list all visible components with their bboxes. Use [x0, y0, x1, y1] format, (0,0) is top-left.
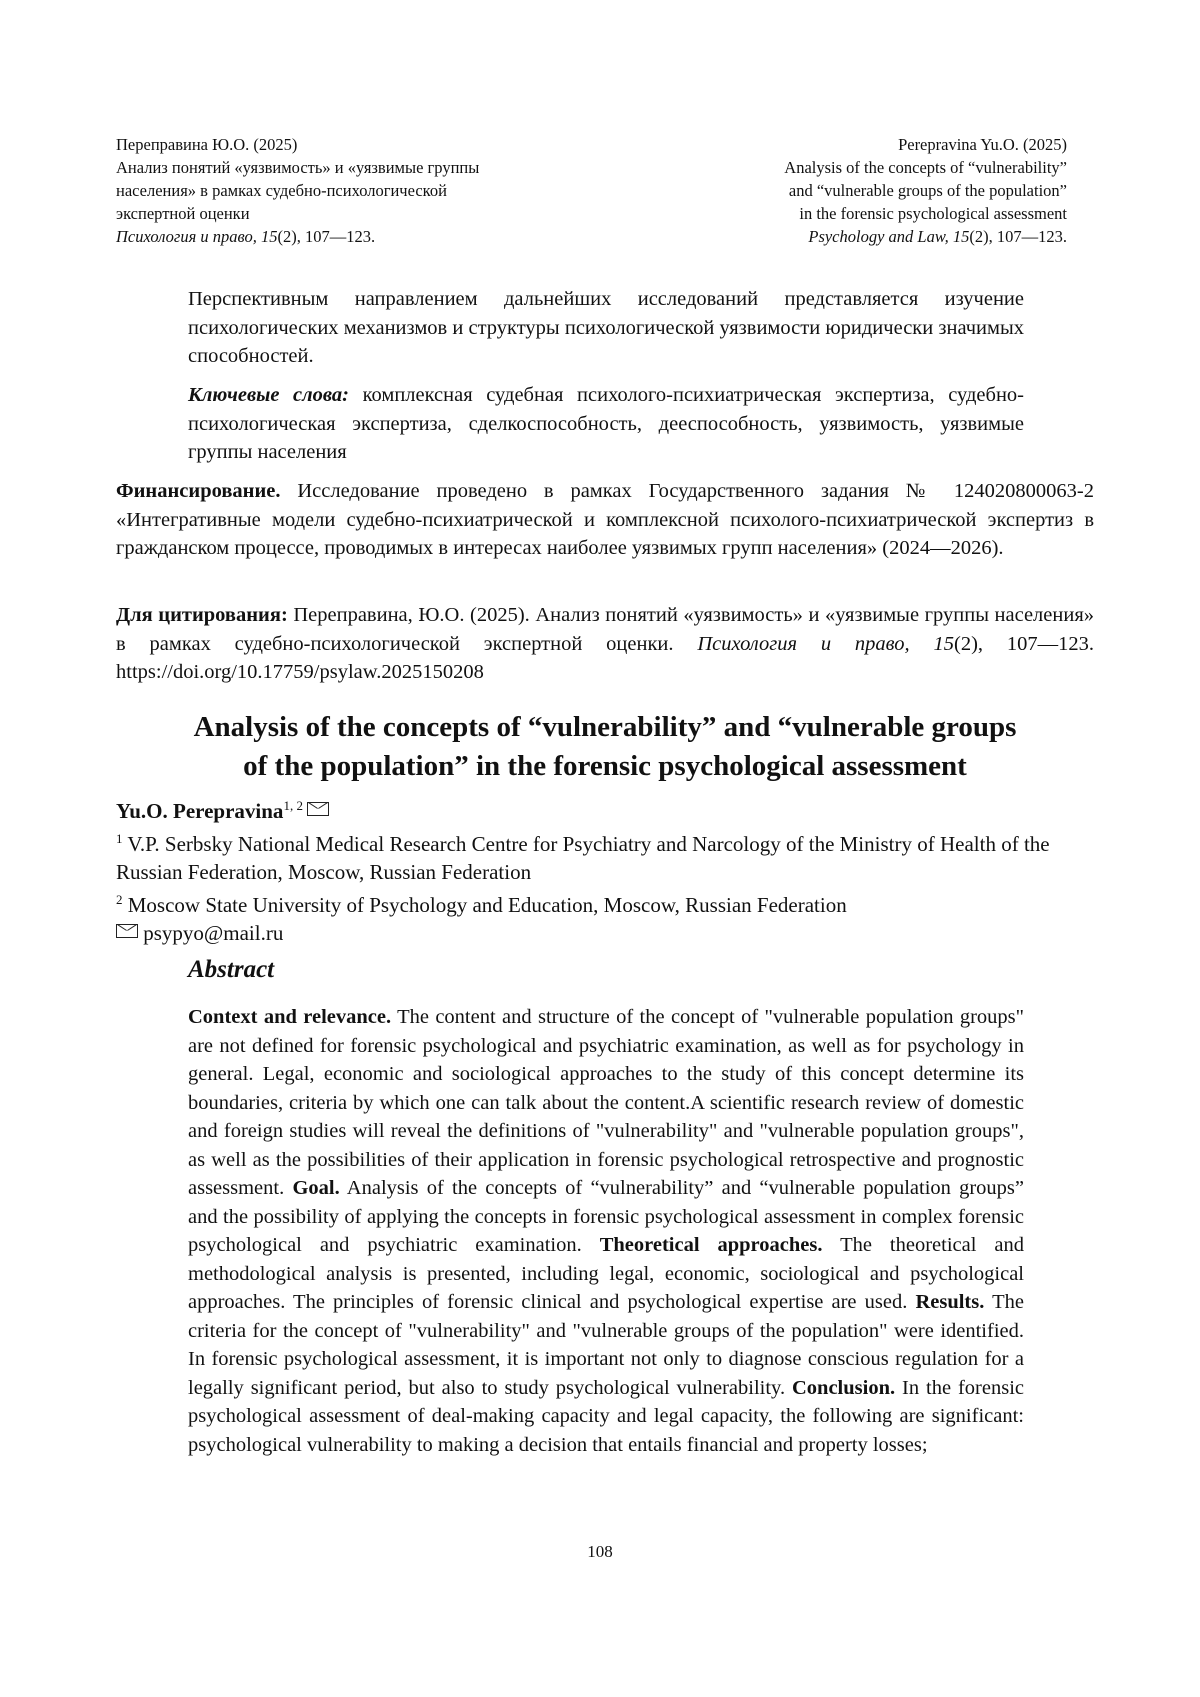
header-en-issue: (2), 107—123. — [969, 227, 1067, 246]
email-line — [116, 919, 1094, 947]
citation-issue: (2), 107—123. https://doi.org/10.17759/psylaw.2025150208 — [116, 632, 1094, 683]
keywords-text: комплексная судебная психолого-психиатрическая экспертиза, судебно-психологическая экспертиза, сделкоспособность, дееспособность, уязвимость, уязвимые группы населения — [188, 384, 1024, 463]
funding-paragraph — [116, 477, 1094, 563]
keywords-ru — [188, 381, 1024, 467]
author-affiliation-sup: 1, 2 — [283, 798, 303, 813]
citation-label: Для цитирования: — [116, 604, 288, 626]
keywords-label: Ключевые слова: — [188, 384, 349, 406]
context-label: Context and relevance. — [188, 1006, 392, 1028]
conclusion-text: In the forensic psychological assessment of deal-making capacity and legal capacity, the following are significant: psychological vulnerability to making a decision that entails financial and property losses; — [188, 1376, 1024, 1456]
affiliation-1 — [116, 825, 1094, 886]
header-ru-issue: (2), 107—123. — [277, 227, 376, 246]
goal-label: Goal. — [292, 1177, 340, 1199]
title-line-1: Analysis of the concepts of “vulnerability” and “vulnerable groups — [193, 711, 1017, 743]
envelope-icon — [116, 924, 138, 938]
header-en-title-line-3: in the forensic psychological assessment — [799, 204, 1067, 223]
abstract-en-body — [188, 1003, 1024, 1459]
abstract-heading: Abstract — [188, 956, 275, 983]
page-number: 108 — [587, 1542, 613, 1561]
affiliation-2-text: Moscow State University of Psychology and Education, Moscow, Russian Federation — [122, 893, 847, 917]
header-en-title-line-2: and “vulnerable groups of the population” — [788, 181, 1067, 200]
affiliation-2 — [116, 886, 1094, 919]
affiliation-1-text: V.P. Serbsky National Medical Research Centre for Psychiatry and Narcology of the Ministry of Health of the Russian Federation, Moscow, Russian Federation — [116, 832, 1050, 884]
results-label: Results. — [915, 1291, 985, 1313]
header-en-title-line-1: Analysis of the concepts of “vulnerability” — [784, 158, 1067, 177]
header-ru-title-line-2: населения» в рамках судебно-психологической — [116, 181, 447, 200]
citation-journal: Психология и право, 15 — [697, 632, 955, 655]
theory-label: Theoretical approaches. — [599, 1234, 823, 1256]
affiliation-1-num: 1 — [116, 831, 123, 846]
article-title-en — [116, 708, 1094, 786]
funding-label: Финансирование. — [116, 480, 281, 502]
author-block — [116, 792, 1094, 947]
citation-paragraph — [116, 601, 1094, 687]
citation-text: Переправина, Ю.О. (2025). Анализ понятий «уязвимость» и «уязвимые группы населения» в рамках судебно-психологической экспертной оценки. — [116, 604, 1095, 655]
author-name: Yu.O. Perepravina — [116, 799, 284, 823]
title-line-2: of the population” in the forensic psychological assessment — [243, 750, 967, 782]
abstract-ru-tail: Перспективным направлением дальнейших исследований представляется изучение психологических механизмов и структуры психологической уязвимости юридически значимых способностей. — [188, 288, 1024, 367]
envelope-icon — [307, 802, 329, 816]
context-text: The content and structure of the concept of "vulnerable population groups" are not defined for forensic psychological and psychiatric examination, as well as for psychology in general. Legal, economic and sociological approaches to the study of this concept determine its boundaries, criteria by which one can talk about the content.A scientific research review of domestic and foreign studies will reveal the definitions of "vulnerability" and "vulnerable population groups", as well as the possibilities of their application in forensic psychological retrospective and prognostic assessment. — [188, 1006, 1024, 1199]
header-ru-title-line-3: экспертной оценки — [116, 204, 250, 223]
results-text: The criteria for the concept of "vulnerability" and "vulnerable groups of the population" were identified. In forensic psychological assessment, it is important not only to diagnose conscious regulation for a legally significant period, but also to study psychological vulnerability. — [188, 1291, 1024, 1399]
header-ru-author-line: Переправина Ю.О. (2025) — [116, 135, 298, 154]
header-en-journal: Psychology and Law, 15 — [808, 227, 970, 246]
email-link[interactable]: psypyo@mail.ru — [138, 921, 284, 945]
header-ru-title-line-1: Анализ понятий «уязвимость» и «уязвимые группы — [116, 158, 480, 177]
author-line — [116, 792, 1094, 825]
conclusion-label: Conclusion. — [792, 1376, 896, 1399]
header-en-journal-line — [547, 225, 1067, 248]
theory-text: The theoretical and methodological analysis is presented, including legal, economic, sociological and psychological approaches. The principles of forensic clinical and psychological expertise are used. — [188, 1234, 1024, 1313]
running-header-en — [547, 133, 1067, 248]
header-ru-journal: Психология и право, 15 — [116, 227, 278, 246]
header-en-author-line: Perepravina Yu.O. (2025) — [898, 135, 1067, 154]
affiliation-2-num: 2 — [116, 892, 123, 907]
goal-text: Analysis of the concepts of “vulnerability” and “vulnerable population groups” and the possibility of applying the concepts in forensic psychological assessment in complex forensic psychological and psychiatric examination. — [188, 1177, 1024, 1256]
funding-text: Исследование проведено в рамках Государственного задания № 124020800063-2 «Интегративные модели судебно-психиатрической и комплексной психолого-психиатрической экспертиз в гражданском процессе, проводимых в интересах наиболее уязвимых групп населения» (2024—2026). — [116, 480, 1094, 559]
